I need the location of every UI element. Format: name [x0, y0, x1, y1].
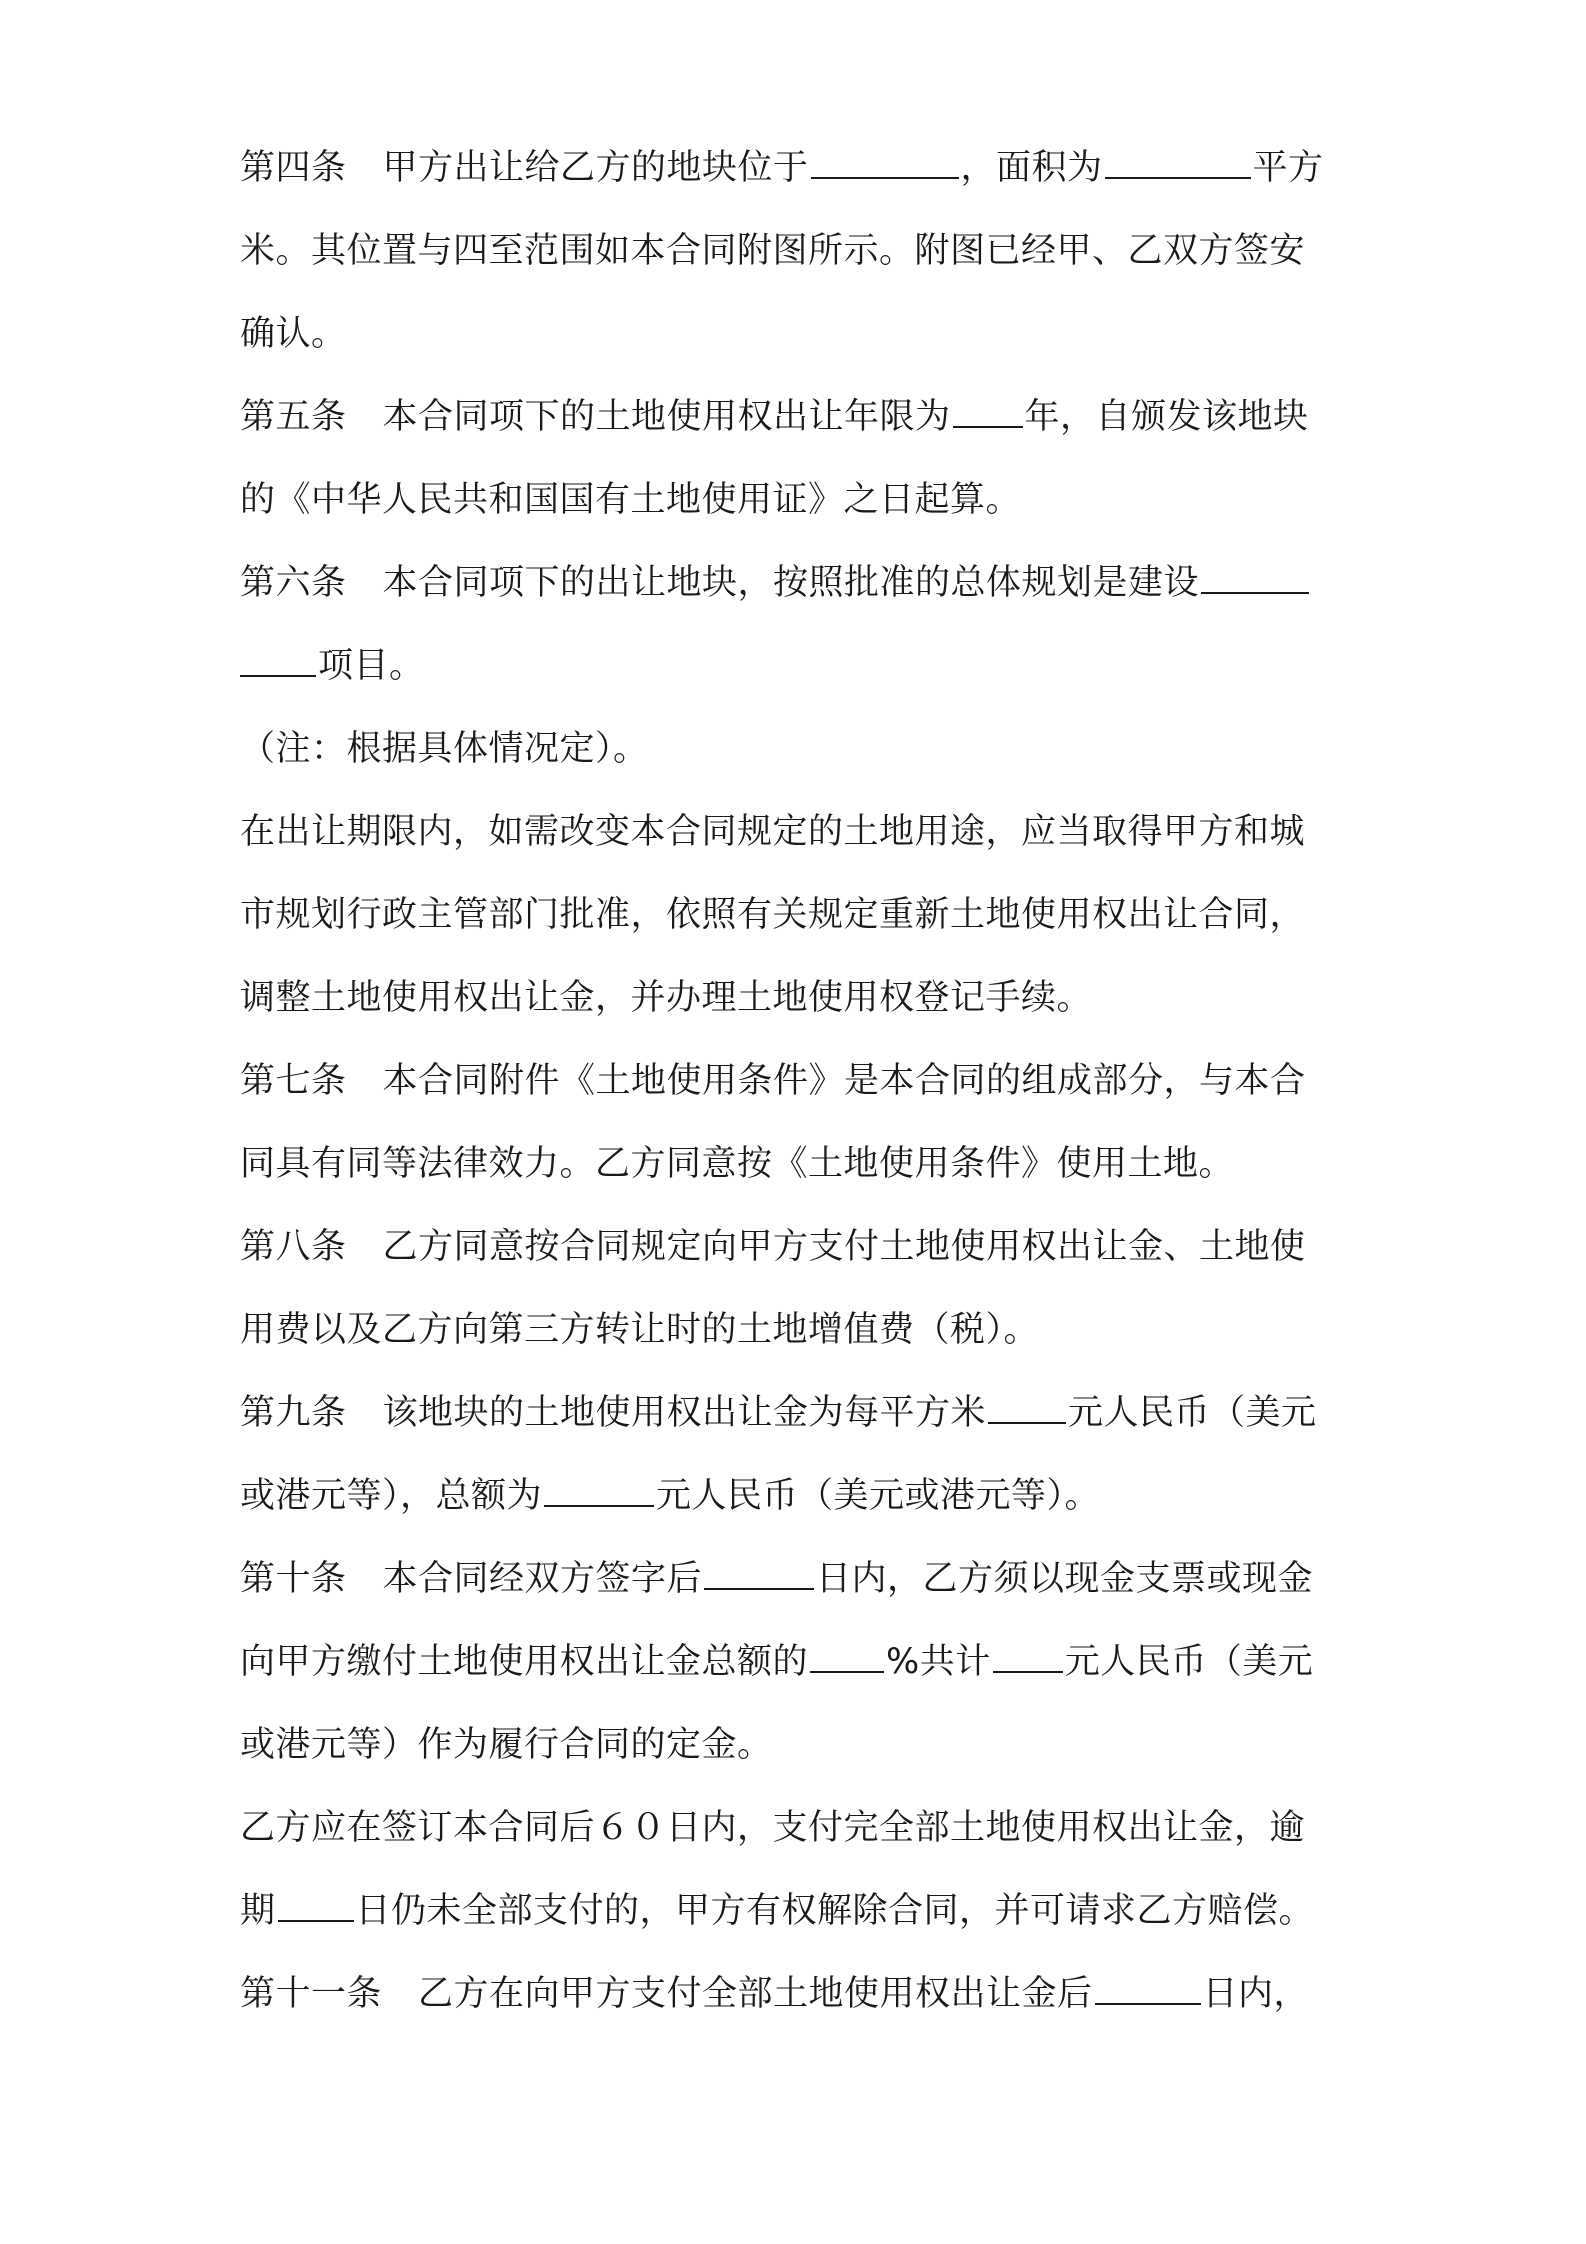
text-segment: 乙方应在签订本合同后６０日内，支付完全部土地使用权出让金，逾: [240, 1808, 1306, 1848]
text-segment: 该地块的土地使用权出让金为每平方米: [382, 1393, 987, 1433]
article-5-line-1: [240, 376, 1352, 459]
note-line: [240, 708, 1352, 791]
text-segment: 日仍未全部支付的，甲方有权解除合同，并可请求乙方赔偿。: [355, 1891, 1315, 1931]
fill-blank-location: [811, 147, 959, 179]
fill-blank-overdue-days: [278, 1890, 354, 1922]
article-10-line-3: [240, 1704, 1352, 1787]
article-9-line-2: [240, 1455, 1352, 1538]
text-segment: 元人民币（美元: [1068, 1393, 1317, 1433]
fill-blank-years: [953, 396, 1023, 428]
text-segment: 或港元等）作为履行合同的定金。: [240, 1725, 773, 1765]
article-11-line-1: [240, 1953, 1352, 2036]
article-8-line-1: [240, 1206, 1352, 1289]
fill-blank-percent: [810, 1641, 884, 1673]
text-segment: 的《中华人民共和国国有土地使用证》之日起算。: [240, 480, 1022, 520]
text-segment: 用费以及乙方向第三方转让时的土地增值费（税）。: [240, 1310, 1040, 1350]
contract-body: [240, 127, 1352, 2036]
paragraph-line-11: [240, 957, 1352, 1040]
text-segment: 乙方在向甲方支付全部土地使用权出让金后: [418, 1974, 1093, 2014]
article-8-line-2: [240, 1289, 1352, 1372]
text-segment: 日内，乙方须以现金支票或现金: [816, 1559, 1314, 1599]
text-segment: 乙方同意按合同规定向甲方支付土地使用权出让金、土地使: [382, 1227, 1306, 1267]
text-segment: %共计: [886, 1642, 991, 1682]
article-5-line-2: [240, 459, 1352, 542]
fill-blank-deposit: [993, 1641, 1063, 1673]
text-segment: 期: [240, 1891, 276, 1931]
fill-blank-days-after-payment: [1095, 1973, 1201, 2005]
text-segment: 或港元等），总额为: [240, 1476, 543, 1516]
article-6-line-1: [240, 542, 1352, 625]
text-segment: 甲方出让给乙方的地块位于: [382, 148, 809, 188]
article-4-line-1: [240, 127, 1352, 210]
text-segment: 调整土地使用权出让金，并办理土地使用权登记手续。: [240, 978, 1093, 1018]
fill-blank-price-per-sqm: [988, 1392, 1066, 1424]
fill-blank-project: [1201, 562, 1309, 594]
article-9-line-1: [240, 1372, 1352, 1455]
text-segment: ，面积为: [960, 148, 1103, 188]
text-segment: 本合同经双方签字后: [382, 1559, 703, 1599]
article-number: 第五条: [240, 397, 347, 437]
text-segment: 平方: [1252, 148, 1324, 188]
article-number: 第六条: [240, 563, 347, 603]
paragraph-line-9: [240, 791, 1352, 874]
text-segment: 年，自颁发该地块: [1024, 397, 1309, 437]
article-10-line-1: [240, 1538, 1352, 1621]
text-segment: 在出让期限内，如需改变本合同规定的土地用途，应当取得甲方和城: [240, 812, 1306, 852]
text-segment: 本合同项下的土地使用权出让年限为: [382, 397, 951, 437]
paragraph-line-22: [240, 1870, 1352, 1953]
fill-blank-total: [544, 1475, 654, 1507]
text-segment: 项目。: [318, 646, 425, 686]
article-7-line-1: [240, 1040, 1352, 1123]
text-segment: 日内，: [1202, 1974, 1310, 2014]
article-6-line-2: [240, 625, 1352, 708]
text-segment: 同具有同等法律效力。乙方同意按《土地使用条件》使用土地。: [240, 1144, 1235, 1184]
text-segment: 确认。: [240, 314, 347, 354]
fill-blank-area: [1105, 147, 1251, 179]
article-number: 第四条: [240, 148, 347, 188]
article-10-line-2: [240, 1621, 1352, 1704]
paragraph-line-21: [240, 1787, 1352, 1870]
text-segment: 元人民币（美元: [1064, 1642, 1314, 1682]
article-number: 第七条: [240, 1061, 347, 1101]
text-segment: （注：根据具体情况定）。: [240, 729, 649, 769]
article-number: 第十一条: [240, 1974, 383, 2014]
article-number: 第九条: [240, 1393, 347, 1433]
fill-blank-project-cont: [240, 645, 316, 677]
fill-blank-days: [704, 1558, 814, 1590]
article-7-line-2: [240, 1123, 1352, 1206]
text-segment: 元人民币（美元或港元等）。: [656, 1476, 1101, 1516]
article-number: 第十条: [240, 1559, 347, 1599]
article-number: 第八条: [240, 1227, 347, 1267]
text-segment: 米。其位置与四至范围如本合同附图所示。附图已经甲、乙双方签安: [240, 231, 1306, 271]
paragraph-line-10: [240, 874, 1352, 957]
article-4-line-3: [240, 293, 1352, 376]
text-segment: 市规划行政主管部门批准，依照有关规定重新土地使用权出让合同，: [240, 895, 1306, 935]
text-segment: 本合同项下的出让地块，按照批准的总体规划是建设: [382, 563, 1200, 603]
article-4-line-2: [240, 210, 1352, 293]
text-segment: 本合同附件《土地使用条件》是本合同的组成部分，与本合: [382, 1061, 1306, 1101]
text-segment: 向甲方缴付土地使用权出让金总额的: [240, 1642, 809, 1682]
